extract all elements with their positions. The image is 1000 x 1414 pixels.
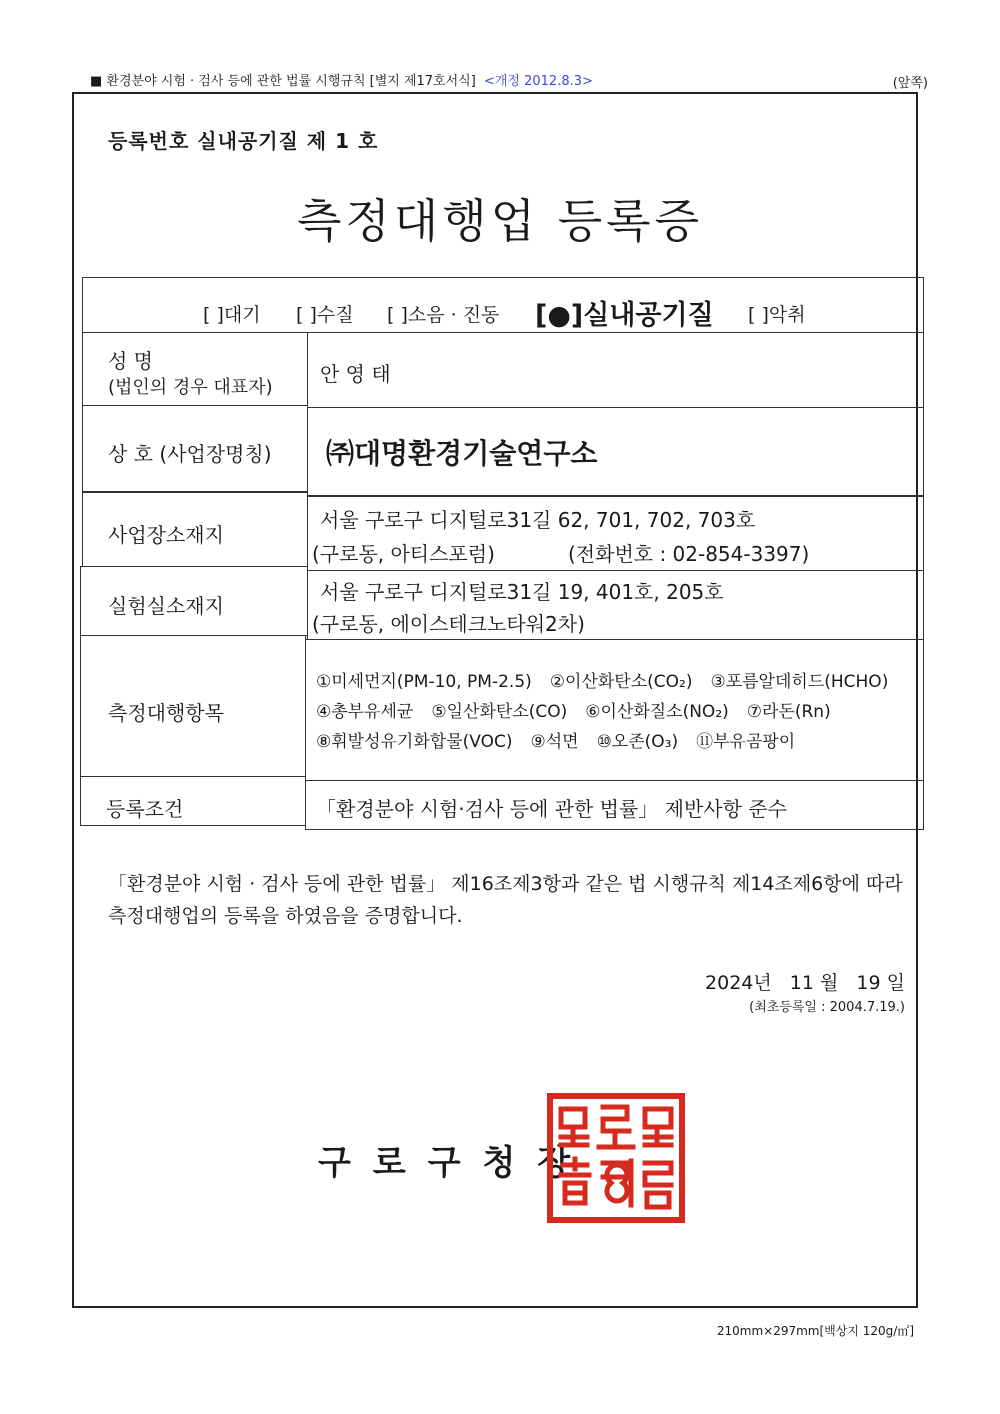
law-reference-header	[90, 70, 593, 89]
company-label: 상 호 (사업장명칭)	[108, 442, 272, 466]
item-ozone: ⑩오존(O₃)	[596, 732, 679, 752]
item-fine-dust: ①미세먼지(PM-10, PM-2.5)	[316, 672, 532, 692]
issue-year: 2024년	[705, 972, 772, 994]
business-address-line2: (구로동, 아티스포럼)	[312, 542, 495, 566]
revision-date: <개정 2012.8.3>	[483, 74, 593, 89]
items-label: 측정대행항목	[108, 701, 224, 725]
category-water: [ ]수질	[296, 304, 354, 326]
paper-spec: 210mm×297mm[백상지 120g/㎡]	[716, 1324, 914, 1338]
conditions-label: 등록조건	[106, 797, 184, 821]
name-label: 성 명	[108, 349, 153, 373]
category-indoor-air: [●]실내공기질	[535, 300, 714, 331]
registration-number: 등록번호 실내공기질 제 1 호	[108, 129, 379, 153]
item-co: ⑤일산화탄소(CO)	[431, 702, 568, 722]
category-noise: [ ]소음 · 진동	[387, 304, 500, 326]
lab-address-line2: (구로동, 에이스테크노타워2차)	[312, 612, 585, 636]
business-phone: (전화번호 : 02-854-3397)	[568, 542, 810, 566]
item-asbestos: ⑨석면	[530, 732, 579, 752]
items-line-2	[316, 697, 906, 727]
item-hcho: ③포름알데히드(HCHO)	[710, 672, 889, 692]
name-value-cell	[307, 332, 924, 408]
issue-day: 19 일	[856, 972, 905, 994]
items-line-3	[316, 727, 906, 757]
business-address-line1: 서울 구로구 디지털로31길 62, 701, 702, 703호	[320, 508, 756, 532]
item-bacteria: ④총부유세균	[316, 702, 414, 722]
law-reference: ■ 환경분야 시험 · 검사 등에 관한 법률 시행규칙 [별지 제17호서식]	[90, 74, 476, 89]
side-indicator: (앞쪽)	[892, 76, 928, 91]
item-voc: ⑧휘발성유기화합물(VOC)	[316, 732, 513, 752]
measurement-items	[316, 667, 906, 757]
official-seal	[547, 1093, 685, 1223]
item-co2: ②이산화탄소(CO₂)	[549, 672, 693, 692]
company-name: ㈜대명환경기술연구소	[326, 437, 598, 470]
certification-statement: 「환경분야 시험 · 검사 등에 관한 법률」 제16조제3항과 같은 법 시행규칙 제14조제6항에 따라 측정대행업의 등록을 하였음을 증명합니다.	[108, 873, 903, 927]
lab-address-line1: 서울 구로구 디지털로31길 19, 401호, 205호	[320, 580, 724, 604]
certificate-title: 측정대행업 등록증	[296, 194, 704, 248]
issuer-title: 구로구청장	[318, 1143, 593, 1183]
item-radon: ⑦라돈(Rn)	[746, 702, 831, 722]
item-mold: ⑪부유곰팡이	[696, 732, 796, 752]
category-air: [ ]대기	[203, 304, 261, 326]
first-registration-date: (최초등록일 : 2004.7.19.)	[749, 1000, 905, 1015]
category-odor: [ ]악취	[748, 304, 806, 326]
item-no2: ⑥이산화질소(NO₂)	[585, 702, 729, 722]
conditions-value: 「환경분야 시험·검사 등에 관한 법률」 제반사항 준수	[316, 797, 787, 821]
business-address-label: 사업장소재지	[108, 523, 224, 547]
name-label-note: (법인의 경우 대표자)	[108, 377, 273, 398]
issue-date	[693, 968, 905, 995]
lab-address-label: 실험실소재지	[108, 594, 224, 618]
items-line-1	[316, 667, 906, 697]
issue-month: 11 월	[789, 972, 839, 994]
representative-name: 안 영 태	[320, 362, 391, 386]
